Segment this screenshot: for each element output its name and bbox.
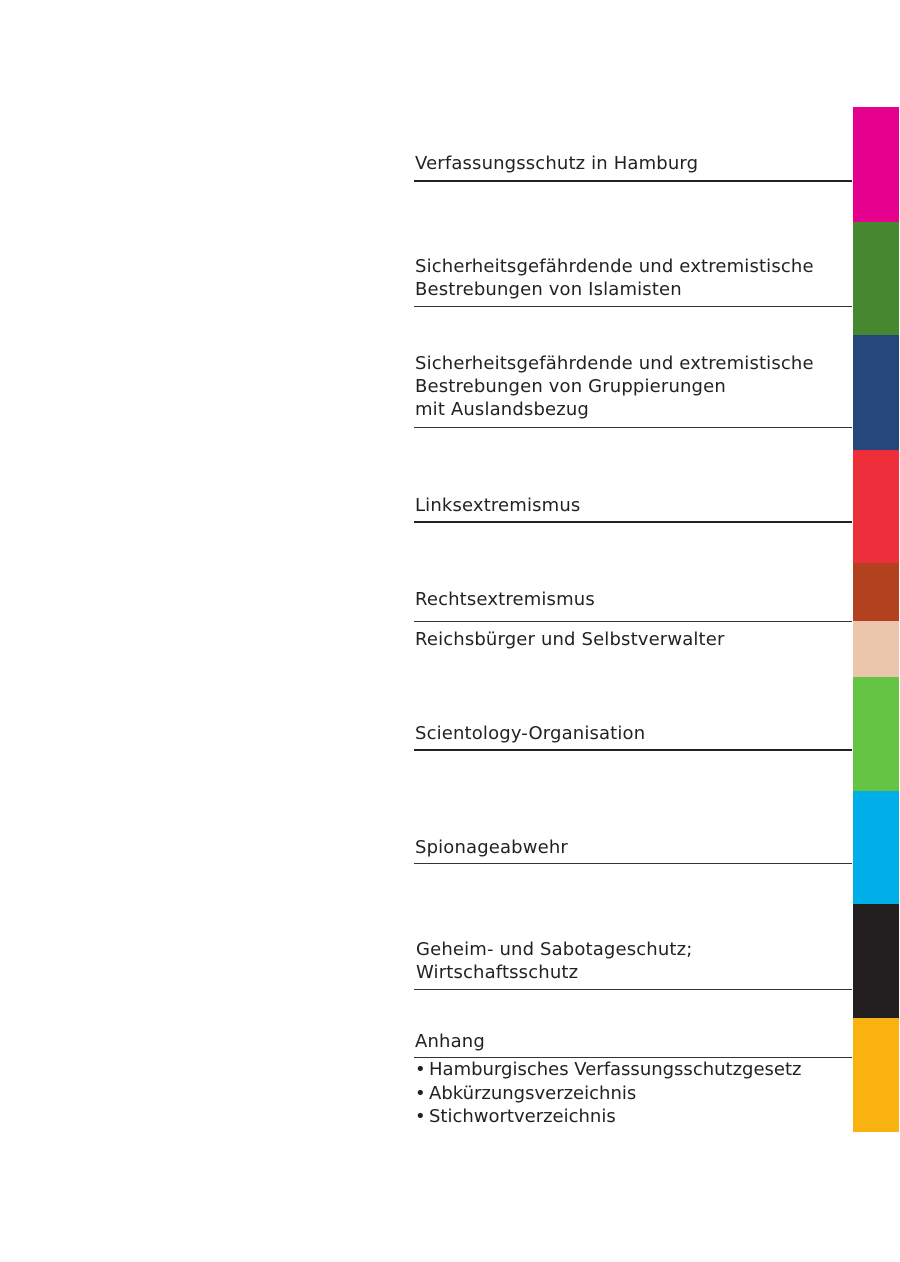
toc-entry-title: Linksextremismus bbox=[415, 495, 581, 516]
chapter-tab-geheimschutz[interactable] bbox=[853, 904, 899, 1018]
toc-entry-scientology[interactable] bbox=[415, 722, 852, 745]
toc-entry-verfassungsschutz[interactable] bbox=[415, 152, 852, 175]
chapter-tab-spionage[interactable] bbox=[853, 791, 899, 904]
chapter-tab-islamisten[interactable] bbox=[853, 222, 899, 335]
toc-entry-reichsbuerger[interactable] bbox=[415, 628, 852, 651]
toc-entry-title: Scientology-Organisation bbox=[415, 723, 646, 744]
toc-entry-title-line-1: Geheim- und Sabotageschutz; bbox=[416, 939, 693, 960]
toc-entry-title: Verfassungsschutz in Hamburg bbox=[415, 153, 699, 174]
toc-entry-title-line-3: mit Auslandsbezug bbox=[415, 399, 589, 420]
divider bbox=[414, 521, 852, 523]
divider bbox=[414, 427, 852, 428]
toc-entry-links[interactable] bbox=[415, 494, 852, 517]
toc-entry-title-line-2: Wirtschaftsschutz bbox=[416, 962, 579, 983]
chapter-tab-anhang[interactable] bbox=[853, 1018, 899, 1132]
toc-entry-islamisten[interactable] bbox=[415, 255, 852, 301]
divider bbox=[414, 180, 852, 182]
anhang-item-list bbox=[415, 1058, 802, 1129]
toc-entry-title: Anhang bbox=[415, 1031, 485, 1052]
toc-entry-spionage[interactable] bbox=[415, 836, 852, 859]
list-item[interactable]: • Hamburgisches Verfassungsschutzgesetz bbox=[415, 1058, 802, 1082]
chapter-tab-scientology[interactable] bbox=[853, 677, 899, 791]
chapter-tab-bar bbox=[853, 107, 899, 1132]
toc-entry-ausland[interactable] bbox=[415, 352, 852, 421]
divider bbox=[414, 621, 852, 622]
divider bbox=[414, 863, 852, 864]
chapter-tab-rechts[interactable] bbox=[853, 563, 899, 621]
toc-entry-title: Rechtsextremismus bbox=[415, 589, 595, 610]
toc-entry-title: Spionageabwehr bbox=[415, 837, 568, 858]
divider bbox=[414, 306, 852, 307]
toc-entry-title-line-1: Sicherheitsgefährdende und extremistische bbox=[415, 353, 814, 374]
toc-entry-title-line-2: Bestrebungen von Islamisten bbox=[415, 279, 682, 300]
chapter-tab-reichsbuerger[interactable] bbox=[853, 621, 899, 677]
chapter-tab-verfassungsschutz[interactable] bbox=[853, 107, 899, 222]
toc-entry-title: Reichsbürger und Selbstverwalter bbox=[415, 629, 725, 650]
toc-entry-title-line-2: Bestrebungen von Gruppierungen bbox=[415, 376, 726, 397]
toc-entry-title-line-1: Sicherheitsgefährdende und extremistische bbox=[415, 256, 814, 277]
list-item[interactable]: • Stichwortverzeichnis bbox=[415, 1105, 802, 1129]
toc-entry-geheimschutz[interactable] bbox=[416, 938, 853, 984]
toc-entry-anhang[interactable] bbox=[415, 1030, 852, 1053]
toc-entry-rechts[interactable] bbox=[415, 588, 852, 611]
chapter-tab-links[interactable] bbox=[853, 450, 899, 563]
divider bbox=[414, 989, 852, 990]
list-item[interactable]: • Abkürzungsverzeichnis bbox=[415, 1082, 802, 1106]
divider bbox=[414, 749, 852, 751]
chapter-tab-ausland[interactable] bbox=[853, 335, 899, 450]
